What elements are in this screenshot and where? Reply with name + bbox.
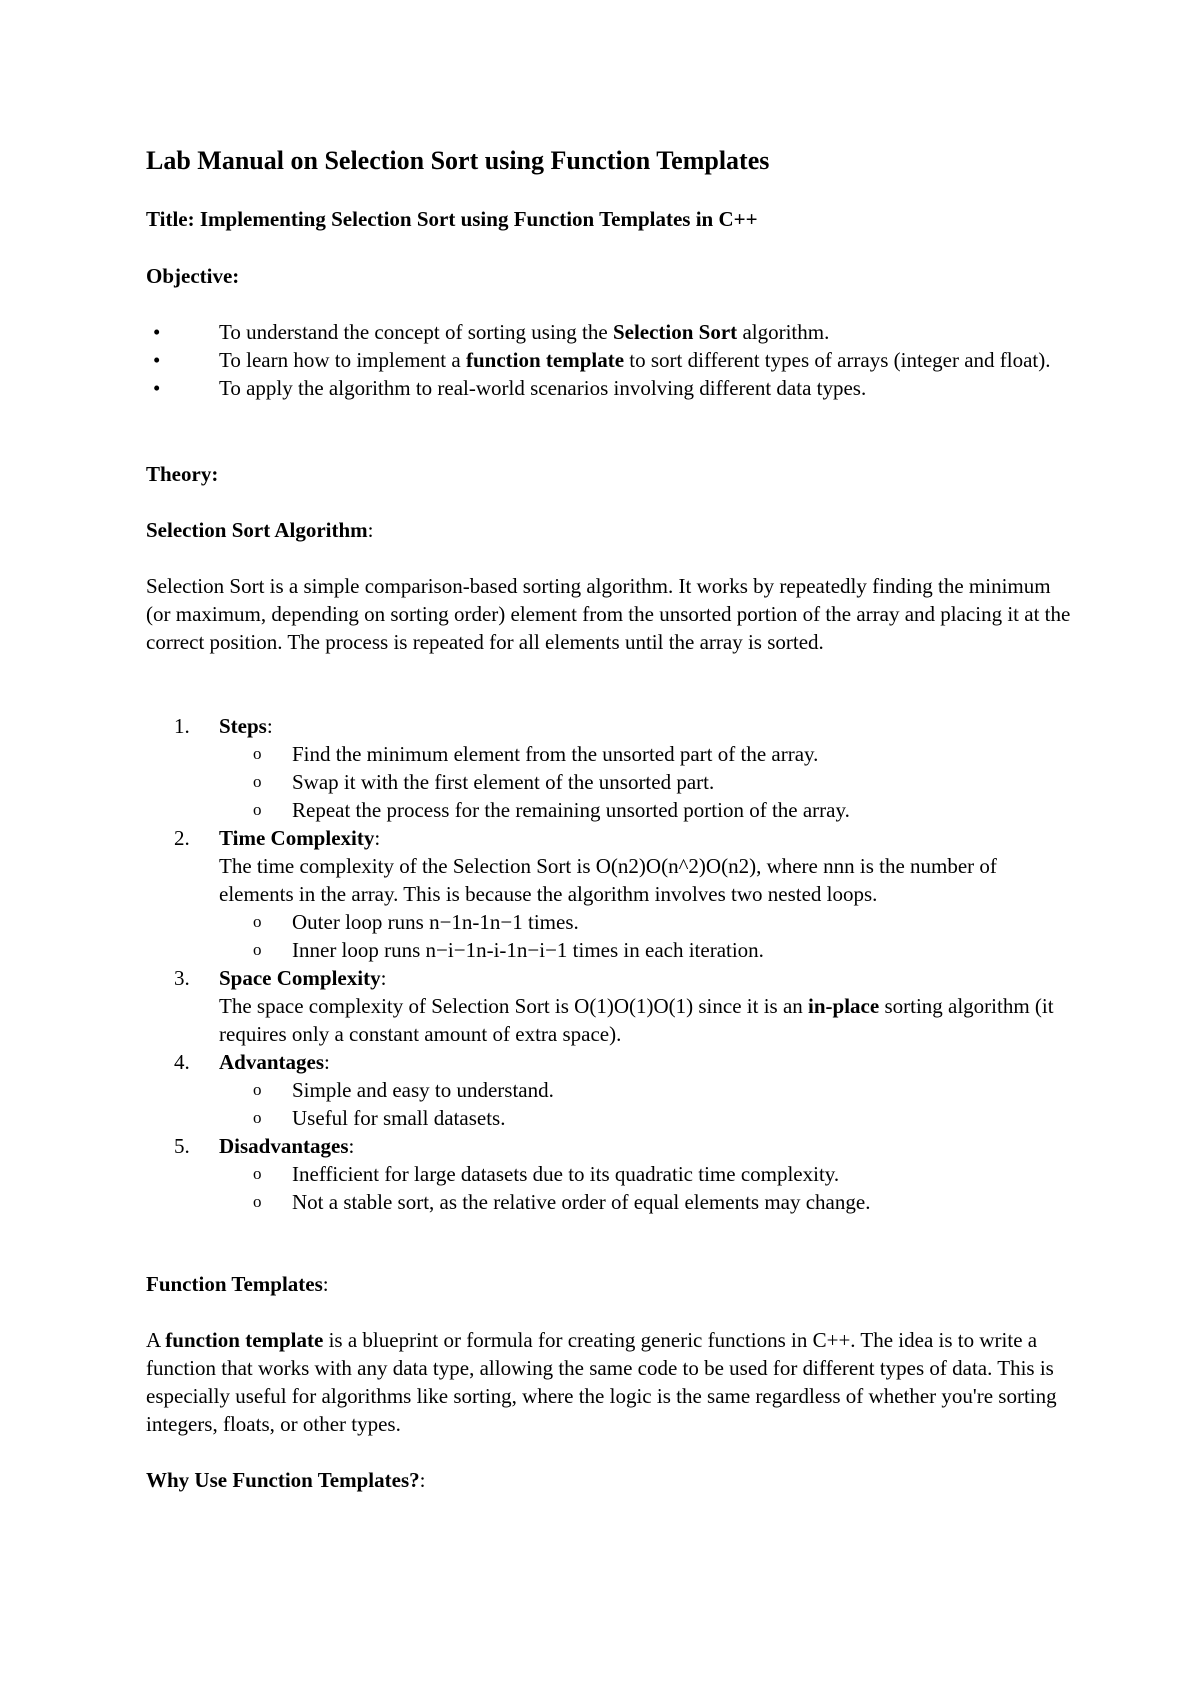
numbered-item-advantages xyxy=(146,1048,1076,1132)
sub-list-item: o Swap it with the first element of the unsorted part. xyxy=(253,770,715,794)
objective-list xyxy=(146,318,1076,402)
circle-bullet-icon: o xyxy=(253,912,262,931)
function-templates-heading: Function Templates: xyxy=(146,1272,329,1296)
circle-bullet-icon: o xyxy=(253,940,262,959)
sub-list-item: o Useful for small datasets. xyxy=(253,1106,506,1130)
circle-bullet-icon: o xyxy=(253,772,262,791)
item-heading: Disadvantages: xyxy=(219,1134,355,1158)
objective-heading: Objective: xyxy=(146,264,240,288)
numbered-item-disadvantages xyxy=(146,1132,1076,1216)
sub-list-item: o Repeat the process for the remaining unsorted portion of the array. xyxy=(253,798,850,822)
sub-list xyxy=(219,1076,1076,1132)
lab-title: Title: Implementing Selection Sort using Function Templates in C++ xyxy=(146,207,758,231)
selection-sort-paragraph: Selection Sort is a simple comparison-based sorting algorithm. It works by repeatedly finding the minimum (or maximum, depending on sorting order) element from the unsorted portion of the array and placing it at the correct position. The process is repeated for all elements until the array is sorted. xyxy=(146,574,1071,654)
item-number: 5. xyxy=(174,1134,190,1158)
item-body: The time complexity of the Selection Sort is O(n2)O(n^2)O(n2), where nnn is the number of elements in the array. This is because the algorithm involves two nested loops. xyxy=(219,854,997,906)
why-use-templates-heading: Why Use Function Templates?: xyxy=(146,1468,426,1492)
sub-list-item: o Outer loop runs n−1n-1n−1 times. xyxy=(253,910,579,934)
item-heading: Steps: xyxy=(219,714,273,738)
item-heading: Space Complexity: xyxy=(219,966,387,990)
theory-heading: Theory: xyxy=(146,462,219,486)
item-heading: Time Complexity: xyxy=(219,826,381,850)
circle-bullet-icon: o xyxy=(253,1192,262,1211)
document-title: Lab Manual on Selection Sort using Function Templates xyxy=(146,146,770,175)
sub-list-item: o Find the minimum element from the unsorted part of the array. xyxy=(253,742,819,766)
selection-sort-heading: Selection Sort Algorithm: xyxy=(146,518,374,542)
sub-list-item: o Not a stable sort, as the relative order of equal elements may change. xyxy=(253,1190,871,1214)
circle-bullet-icon: o xyxy=(253,1108,262,1127)
theory-numbered-list xyxy=(146,712,1076,1216)
sub-list xyxy=(219,908,1076,964)
item-number: 2. xyxy=(174,826,190,850)
item-number: 1. xyxy=(174,714,190,738)
circle-bullet-icon: o xyxy=(253,800,262,819)
sub-list xyxy=(219,1160,1076,1216)
item-heading: Advantages: xyxy=(219,1050,330,1074)
sub-list-item: o Inefficient for large datasets due to its quadratic time complexity. xyxy=(253,1162,840,1186)
numbered-item-space-complexity xyxy=(146,964,1076,1048)
circle-bullet-icon: o xyxy=(253,744,262,763)
item-number: 4. xyxy=(174,1050,190,1074)
function-templates-paragraph: A function template is a blueprint or formula for creating generic functions in C++. The idea is to write a function that works with any data type, allowing the same code to be used for different types of data. This is especially useful for algorithms like sorting, where the logic is the same regardless of whether you're sorting integers, floats, or other types. xyxy=(146,1328,1057,1436)
numbered-item-time-complexity xyxy=(146,824,1076,964)
sub-list-item: o Simple and easy to understand. xyxy=(253,1078,554,1102)
circle-bullet-icon: o xyxy=(253,1164,262,1183)
numbered-item-steps xyxy=(146,712,1076,824)
bullet-icon: • xyxy=(153,348,161,372)
objective-item: • To learn how to implement a function template to sort different types of arrays (integer and float). xyxy=(153,348,1051,372)
sub-list xyxy=(219,740,1076,824)
objective-item: • To apply the algorithm to real-world scenarios involving different data types. xyxy=(153,376,867,400)
item-body: The space complexity of Selection Sort is O(1)O(1)O(1) since it is an in-place sorting algorithm (it requires only a constant amount of extra space). xyxy=(219,994,1054,1046)
sub-list-item: o Inner loop runs n−i−1n-i-1n−i−1 times in each iteration. xyxy=(253,938,764,962)
bullet-icon: • xyxy=(153,320,161,344)
bullet-icon: • xyxy=(153,376,161,400)
objective-item: • To understand the concept of sorting using the Selection Sort algorithm. xyxy=(153,320,830,344)
circle-bullet-icon: o xyxy=(253,1080,262,1099)
item-number: 3. xyxy=(174,966,190,990)
